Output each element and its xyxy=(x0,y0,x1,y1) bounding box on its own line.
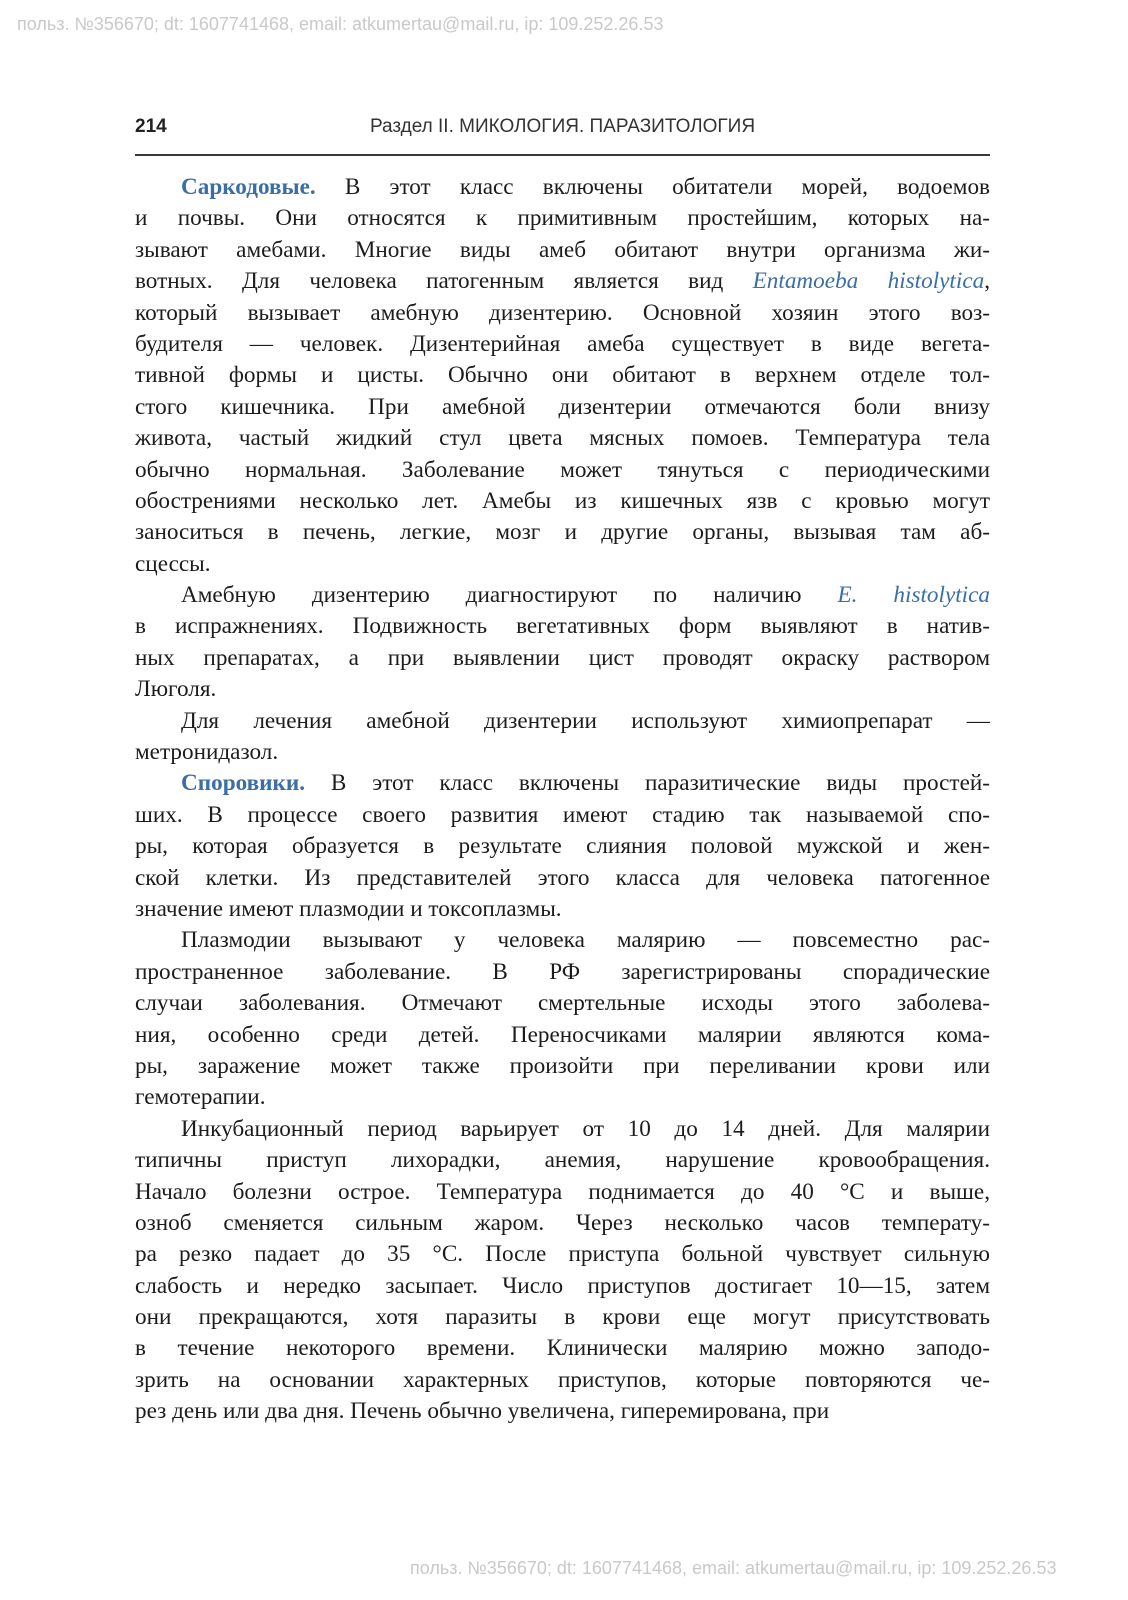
text-line xyxy=(135,1302,990,1333)
page-number: 214 xyxy=(135,116,167,137)
line-text: слабость и нередко засыпает. Число приступов достигает 10—15, затем xyxy=(135,1272,990,1299)
line-text: обычно нормальная. Заболевание может тянуться с периодическими xyxy=(135,456,990,483)
text-line xyxy=(135,392,990,423)
latin-species-name: Entamoeba histolytica xyxy=(752,268,985,295)
paragraph xyxy=(135,580,990,706)
text-line xyxy=(135,266,990,297)
text-line xyxy=(135,1396,990,1427)
line-text: ных препаратах, а при выявлении цист проводят окраску раствором xyxy=(135,644,990,671)
line-text: который вызывает амебную дизентерию. Основной хозяин этого воз- xyxy=(135,299,990,326)
line-text: обострениями несколько лет. Амебы из кишечных язв с кровью могут xyxy=(135,487,990,514)
line-text: ской клетки. Из представителей этого класса для человека патогенное xyxy=(135,864,990,891)
paragraph xyxy=(135,768,990,925)
line-text: зывают амебами. Многие виды амеб обитают внутри организма жи- xyxy=(135,236,990,263)
line-text: Для лечения амебной дизентерии используют химиопрепарат — xyxy=(181,707,990,734)
line-text: Плазмодии вызывают у человека малярию — повсеместно рас- xyxy=(181,927,990,954)
line-text: Начало болезни острое. Температура поднимается до 40 °С и выше, xyxy=(135,1178,990,1205)
line-text: тивной формы и цисты. Обычно они обитают в верхнем отделе тол- xyxy=(135,362,990,389)
line-text: ния, особенно среди детей. Переносчиками малярии являются кома- xyxy=(135,1021,990,1048)
line-text: метронидазол. xyxy=(135,739,279,766)
line-text: заноситься в печень, легкие, мозг и другие органы, вызывая там аб- xyxy=(135,519,990,546)
line-text: типичны приступ лихорадки, анемия, нарушение кровообращения. xyxy=(135,1147,990,1174)
text-line xyxy=(135,643,990,674)
text-line xyxy=(135,1020,990,1051)
line-text: сцессы. xyxy=(135,550,211,577)
text-line xyxy=(135,580,990,611)
text-line xyxy=(135,172,990,203)
line-text: живота, частый жидкий стул цвета мясных помоев. Температура тела xyxy=(135,425,990,452)
line-text: в испражнениях. Подвижность вегетативных форм выявляют в натив- xyxy=(135,613,990,640)
paragraph xyxy=(135,925,990,1113)
line-text: пространенное заболевание. В РФ зарегистрированы спорадические xyxy=(135,958,990,985)
line-text: озноб сменяется сильным жаром. Через несколько часов температу- xyxy=(135,1209,990,1236)
line-text: гемотерапии. xyxy=(135,1084,266,1111)
line-text: стого кишечника. При амебной дизентерии отмечаются боли внизу xyxy=(135,393,990,420)
line-text: будителя — человек. Дизентерийная амеба существует в виде вегета- xyxy=(135,330,990,357)
section-term: Споровики. xyxy=(181,770,306,797)
paragraph xyxy=(135,706,990,769)
text-line xyxy=(135,863,990,894)
line-text: ших. В процессе своего развития имеют стадию так называемой спо- xyxy=(135,801,990,828)
text-line xyxy=(135,988,990,1019)
text-line xyxy=(135,1365,990,1396)
text-line xyxy=(135,1082,990,1113)
text-line xyxy=(135,674,990,705)
latin-species-name: E. histolytica xyxy=(837,582,991,609)
text-line xyxy=(135,800,990,831)
text-line xyxy=(135,360,990,391)
text-line xyxy=(135,549,990,580)
text-line xyxy=(135,423,990,454)
line-text: ры, заражение может также произойти при переливании крови или xyxy=(135,1052,990,1079)
line-text: Инкубационный период варьирует от 10 до 14 дней. Для малярии xyxy=(181,1115,990,1142)
line-text: ры, которая образуется в результате слияния половой мужской и жен- xyxy=(135,833,990,860)
line-text: Люголя. xyxy=(135,676,217,703)
text-line xyxy=(135,831,990,862)
text-line xyxy=(135,298,990,329)
text-line xyxy=(135,517,990,548)
text-line xyxy=(135,706,990,737)
line-text: вотных. Для человека патогенным является вид xyxy=(135,268,753,295)
text-line xyxy=(135,925,990,956)
text-line xyxy=(135,957,990,988)
line-text: рез день или два дня. Печень обычно увеличена, гиперемирована, при xyxy=(135,1398,830,1425)
body-text xyxy=(135,172,990,1428)
text-line xyxy=(135,203,990,234)
line-text: они прекращаются, хотя паразиты в крови еще могут присутствовать xyxy=(135,1304,990,1331)
text-line xyxy=(135,768,990,799)
line-punctuation: , xyxy=(984,268,990,295)
text-line xyxy=(135,737,990,768)
paragraph xyxy=(135,172,990,580)
line-text: и почвы. Они относятся к примитивным простейшим, которых на- xyxy=(135,205,990,232)
paragraph xyxy=(135,1114,990,1428)
line-text: В этот класс включены паразитические виды простей- xyxy=(305,770,990,797)
watermark-top: польз. №356670; dt: 1607741468, email: atkumertau@mail.ru, ip: 109.252.26.53 xyxy=(17,14,664,34)
text-line xyxy=(135,455,990,486)
line-text: Амебную дизентерию диагностируют по наличию xyxy=(181,582,838,609)
page-header xyxy=(135,114,990,156)
text-line xyxy=(135,329,990,360)
line-text: значение имеют плазмодии и токсоплазмы. xyxy=(135,895,562,922)
text-line xyxy=(135,235,990,266)
text-line xyxy=(135,1333,990,1364)
text-line xyxy=(135,1208,990,1239)
text-line xyxy=(135,1145,990,1176)
running-title: Раздел II. МИКОЛОГИЯ. ПАРАЗИТОЛОГИЯ xyxy=(369,116,756,137)
line-text: зрить на основании характерных приступов, которые повторяются че- xyxy=(135,1366,990,1393)
text-line xyxy=(135,486,990,517)
line-text: ра резко падает до 35 °С. После приступа больной чувствует сильную xyxy=(135,1241,990,1268)
section-term: Саркодовые. xyxy=(181,174,316,200)
line-text: В этот класс включены обитатели морей, водоемов xyxy=(315,174,990,200)
line-text: в течение некоторого времени. Клинически малярию можно заподо- xyxy=(135,1335,990,1362)
text-line xyxy=(135,1271,990,1302)
text-line xyxy=(135,1239,990,1270)
text-line xyxy=(135,611,990,642)
text-line xyxy=(135,1114,990,1145)
text-line xyxy=(135,1051,990,1082)
text-line xyxy=(135,894,990,925)
watermark-bottom: польз. №356670; dt: 1607741468, email: atkumertau@mail.ru, ip: 109.252.26.53 xyxy=(410,1558,1057,1578)
text-line xyxy=(135,1177,990,1208)
line-text: случаи заболевания. Отмечают смертельные исходы этого заболева- xyxy=(135,990,990,1017)
